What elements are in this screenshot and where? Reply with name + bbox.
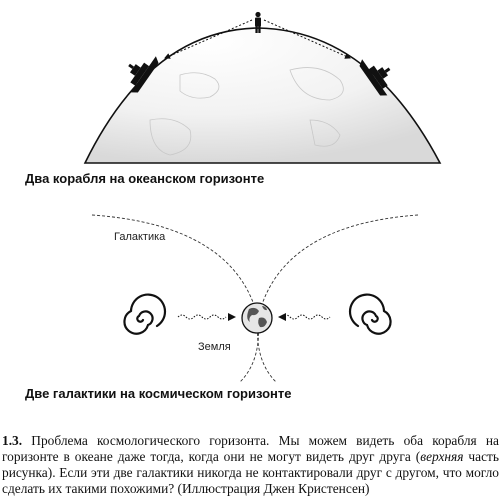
galaxy-label: Галактика — [114, 231, 166, 243]
ocean-globe — [85, 28, 440, 163]
ocean-diagram-title: Два корабля на океанском горизонте — [25, 171, 265, 186]
figure-caption — [2, 433, 499, 497]
light-path-left-arrow — [228, 313, 236, 321]
figure-number: 1.3. — [2, 433, 23, 448]
cosmic-diagram-title: Две галактики на космическом горизонте — [25, 386, 292, 401]
caption-text-start: Проблема космологического горизонта. Мы можем видеть оба корабля на горизонте в океане даже тогда, когда они не могут видеть друг друга ( — [2, 433, 499, 464]
ocean-diagram — [85, 12, 440, 163]
spiral-galaxy-icon — [124, 295, 165, 334]
light-path-left — [178, 315, 226, 319]
caption-text-end: часть рисунка). Если эти две галактики никогда не контактировали друг с другом, что могло сделать их такими похожими? (Иллюстрация Джен Кристенсен) — [2, 449, 499, 496]
horizon-circle-right — [257, 215, 418, 382]
caption-italic: верхняя — [420, 449, 464, 464]
light-path-right — [282, 315, 330, 319]
spiral-galaxy-icon — [350, 295, 391, 334]
earth-globe-icon — [242, 303, 272, 333]
light-path-right-arrow — [278, 313, 286, 321]
earth-label: Земля — [198, 341, 231, 353]
